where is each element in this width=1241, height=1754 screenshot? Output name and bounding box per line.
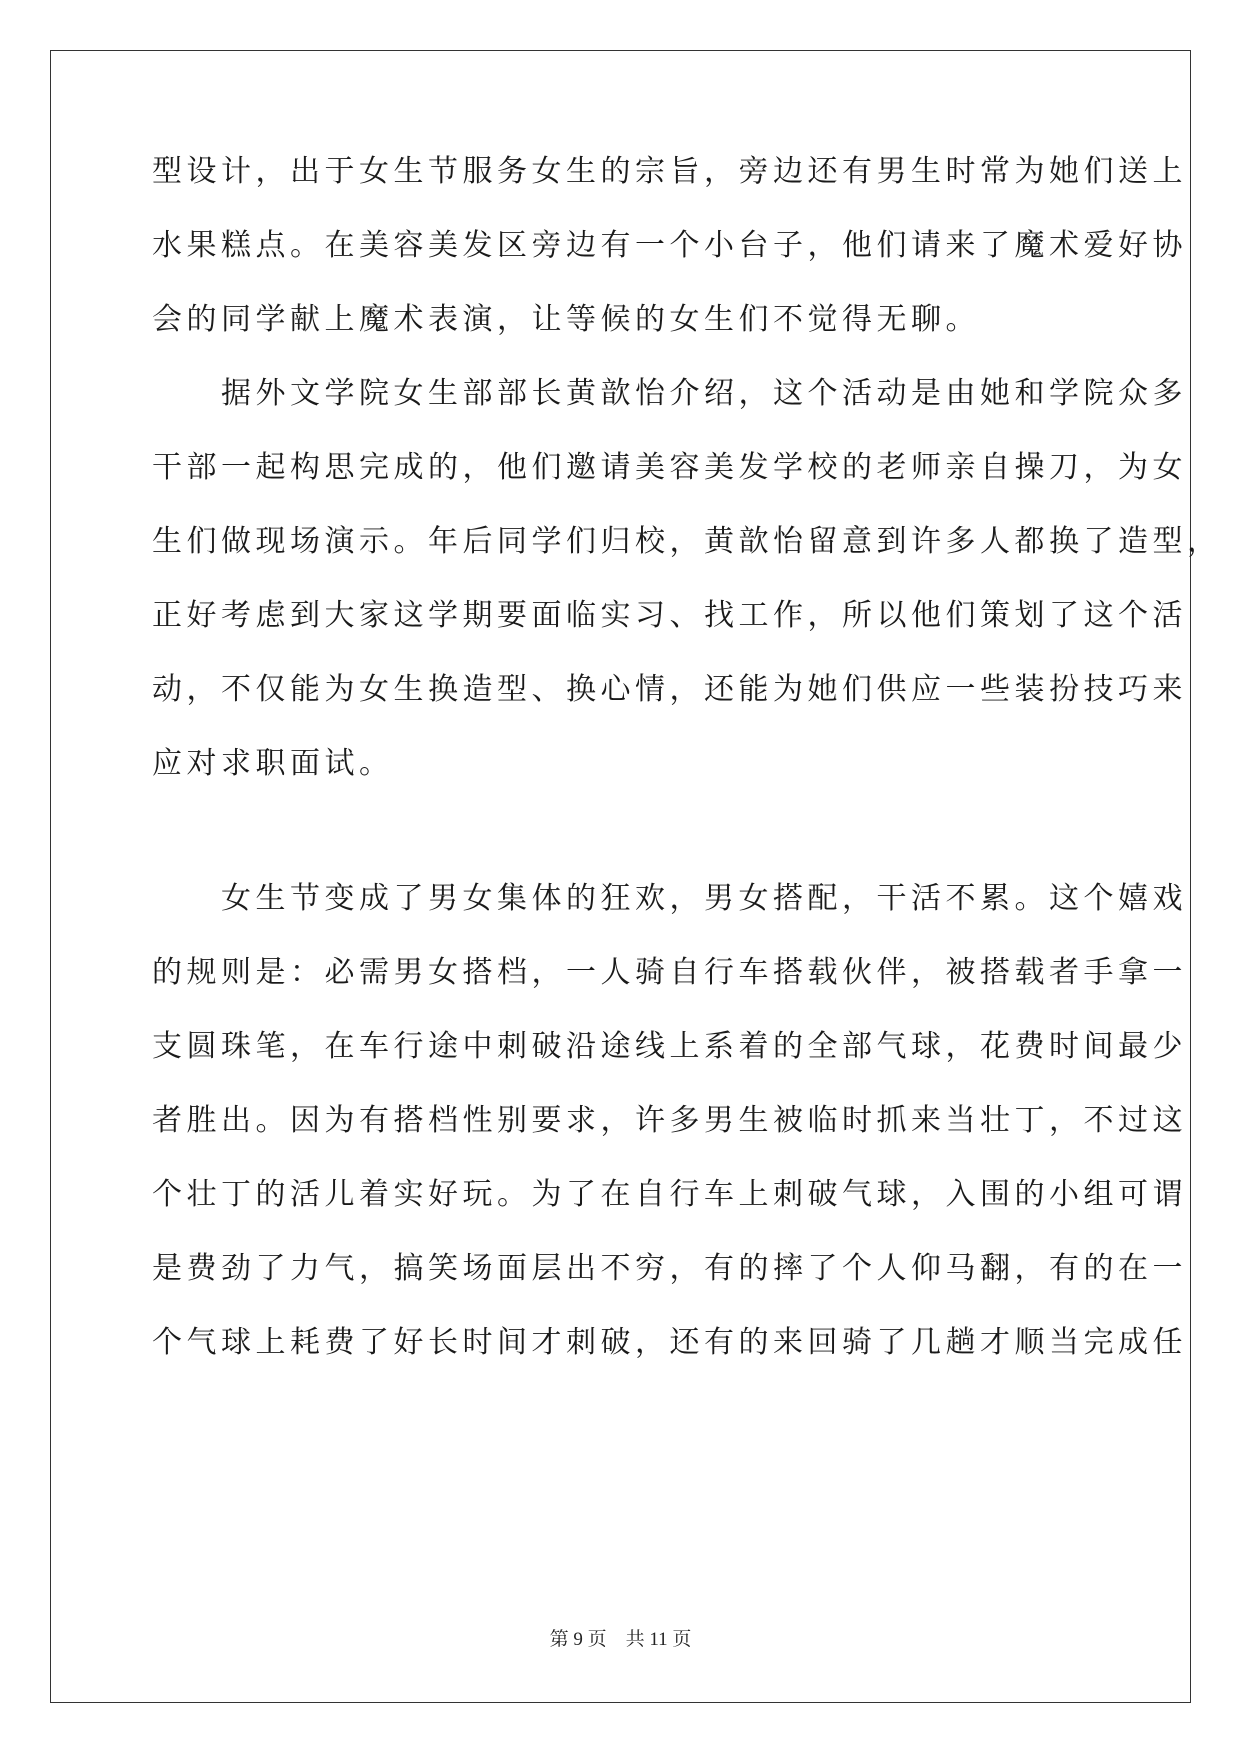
text-line: 的规则是：必需男女搭档，一人骑自行车搭载伙伴，被搭载者手拿一 xyxy=(152,955,1187,990)
page-number-footer: 第 9 页 共 11 页 xyxy=(549,1629,692,1650)
text-line: 个壮丁的活儿着实好玩。为了在自行车上刺破气球，入围的小组可谓 xyxy=(152,1177,1187,1212)
text-line: 是费劲了力气，搞笑场面层出不穷，有的摔了个人仰马翻，有的在一 xyxy=(152,1251,1187,1286)
text-line: 女生节变成了男女集体的狂欢，男女搭配，干活不累。这个嬉戏 xyxy=(152,881,1187,916)
text-line: 生们做现场演示。年后同学们归校，黄歆怡留意到许多人都换了造型， xyxy=(152,524,1222,559)
text-line: 者胜出。因为有搭档性别要求，许多男生被临时抓来当壮丁，不过这 xyxy=(152,1103,1187,1138)
page-border xyxy=(50,50,1222,1703)
text-line: 正好考虑到大家这学期要面临实习、找工作，所以他们策划了这个活 xyxy=(152,598,1187,633)
text-line: 干部一起构思完成的，他们邀请美容美发学校的老师亲自操刀，为女 xyxy=(152,450,1187,485)
text-line: 据外文学院女生部部长黄歆怡介绍，这个活动是由她和学院众多 xyxy=(152,376,1187,411)
text-line: 个气球上耗费了好长时间才刺破，还有的来回骑了几趟才顺当完成任 xyxy=(152,1325,1187,1360)
text-line: 型设计，出于女生节服务女生的宗旨，旁边还有男生时常为她们送上 xyxy=(152,154,1187,189)
text-line: 应对求职面试。 xyxy=(152,746,394,781)
text-line: 动，不仅能为女生换造型、换心情，还能为她们供应一些装扮技巧来 xyxy=(152,672,1187,707)
text-line: 水果糕点。在美容美发区旁边有一个小台子，他们请来了魔术爱好协 xyxy=(152,228,1187,263)
text-line: 会的同学献上魔术表演，让等候的女生们不觉得无聊。 xyxy=(152,302,980,337)
text-line: 支圆珠笔，在车行途中刺破沿途线上系着的全部气球，花费时间最少 xyxy=(152,1029,1187,1064)
